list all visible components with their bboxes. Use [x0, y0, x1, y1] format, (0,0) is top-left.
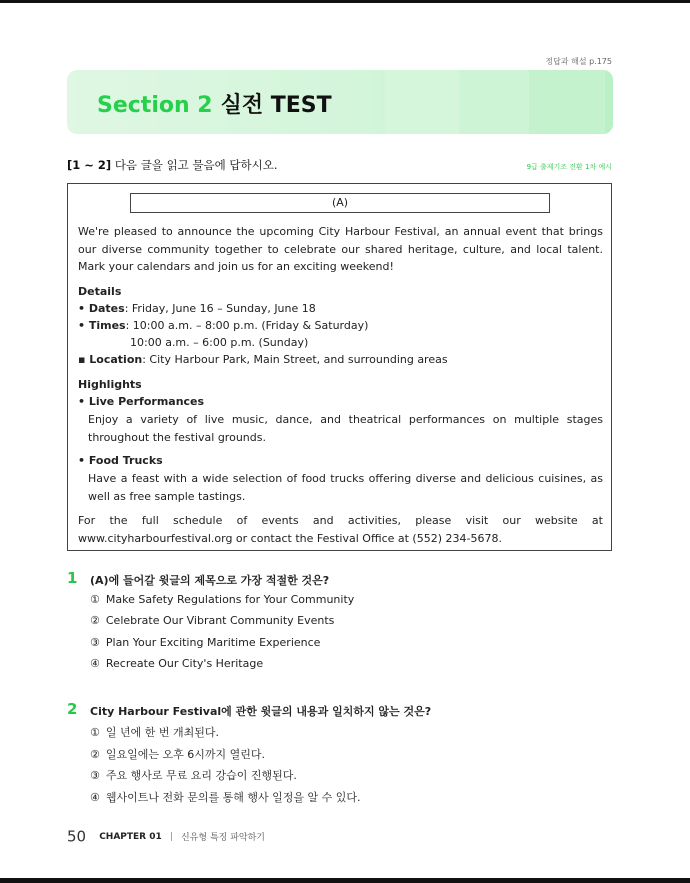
option-text: 일요일에는 오후 6시까지 열린다. [105, 748, 265, 761]
q1-option-2[interactable] [90, 614, 334, 627]
question-range: [1 ~ 2] [67, 158, 112, 172]
times-value: : 10:00 a.m. – 8:00 p.m. (Friday & Saturday) [125, 319, 369, 332]
option-text: 일 년에 한 번 개최된다. [105, 726, 219, 739]
question-number: 2 [67, 700, 78, 718]
passage-box [67, 183, 612, 551]
chapter-label: CHAPTER 01 [99, 831, 162, 842]
option-text: 웹사이트나 전화 문의를 통해 행사 일정을 알 수 있다. [105, 791, 361, 804]
option-text: Make Safety Regulations for Your Community [105, 593, 355, 606]
option-text: Recreate Our City's Heritage [105, 657, 264, 670]
q2-option-2[interactable] [90, 746, 265, 762]
blank-title-box: (A) [130, 193, 550, 213]
option-mark: ① [90, 726, 100, 739]
section-name: 실전 TEST [220, 93, 332, 118]
option-mark: ③ [90, 636, 100, 649]
details-heading: Details [78, 285, 122, 298]
times-line-sunday: 10:00 a.m. – 6:00 p.m. (Sunday) [130, 336, 309, 349]
dates-label: • Dates [78, 302, 125, 315]
page-number: 50 [67, 827, 87, 846]
food-trucks-body: Have a feast with a wide selection of food trucks offering diverse and delicious cuisines, as well as free sample tastings. [88, 472, 603, 503]
q2-option-4[interactable] [90, 789, 361, 805]
q1-option-3[interactable] [90, 636, 320, 649]
option-mark: ④ [90, 791, 100, 804]
section-title [97, 88, 332, 119]
food-trucks-heading: • Food Trucks [78, 454, 163, 467]
option-mark: ③ [90, 769, 100, 782]
chapter-subtitle: 신유형 특징 파악하기 [181, 833, 265, 843]
footer-separator: | [169, 831, 173, 842]
question-stem: (A)에 들어갈 윗글의 제목으로 가장 적절한 것은? [90, 574, 330, 587]
option-mark: ① [90, 593, 100, 606]
times-line [78, 319, 368, 332]
dates-value: : Friday, June 16 – Sunday, June 18 [124, 302, 316, 315]
location-line [78, 353, 448, 366]
q1-option-1[interactable] [90, 593, 354, 606]
instruction-text: 다음 글을 읽고 물음에 답하시오. [114, 158, 278, 172]
passage-closing: For the full schedule of events and activities, please visit our website at www.cityharbourfestival.org or contact the Festival Office at (552) 234-5678. [78, 514, 603, 545]
option-text: 주요 행사로 무료 요리 강습이 진행된다. [105, 769, 297, 782]
option-text: Celebrate Our Vibrant Community Events [105, 614, 335, 627]
live-performances-body: Enjoy a variety of live music, dance, and theatrical performances on multiple stages throughout the festival grounds. [88, 413, 603, 444]
bottom-rule [0, 878, 690, 883]
option-mark: ② [90, 614, 100, 627]
question-number: 1 [67, 569, 78, 587]
q2-option-3[interactable] [90, 767, 297, 783]
q1-option-4[interactable] [90, 657, 263, 670]
page-footer [67, 826, 265, 846]
option-text: Plan Your Exciting Maritime Experience [105, 636, 321, 649]
answer-reference: 정답과 해설 p.175 [545, 57, 612, 66]
option-mark: ② [90, 748, 100, 761]
location-label: ▪ Location [78, 353, 143, 366]
question-instruction [67, 157, 278, 173]
highlights-heading: Highlights [78, 378, 142, 391]
question-stem: City Harbour Festival에 관한 윗글의 내용과 일치하지 않는 것은? [90, 705, 432, 718]
live-performances-heading: • Live Performances [78, 395, 205, 408]
top-rule [0, 0, 690, 3]
option-mark: ④ [90, 657, 100, 670]
dates-line [78, 302, 316, 315]
section-banner [67, 70, 613, 134]
q2-option-1[interactable] [90, 724, 219, 740]
times-label: • Times [78, 319, 126, 332]
passage-intro: We're pleased to announce the upcoming City Harbour Festival, an annual event that brings our diverse community together to celebrate our shared heritage, culture, and local talent. Mark your calendars and join us for an exciting weekend! [78, 225, 603, 273]
location-value: : City Harbour Park, Main Street, and surrounding areas [142, 353, 448, 366]
section-label: Section 2 [97, 93, 213, 118]
exam-tag: 9급 출제기조 전환 1차 예시 [526, 163, 612, 171]
